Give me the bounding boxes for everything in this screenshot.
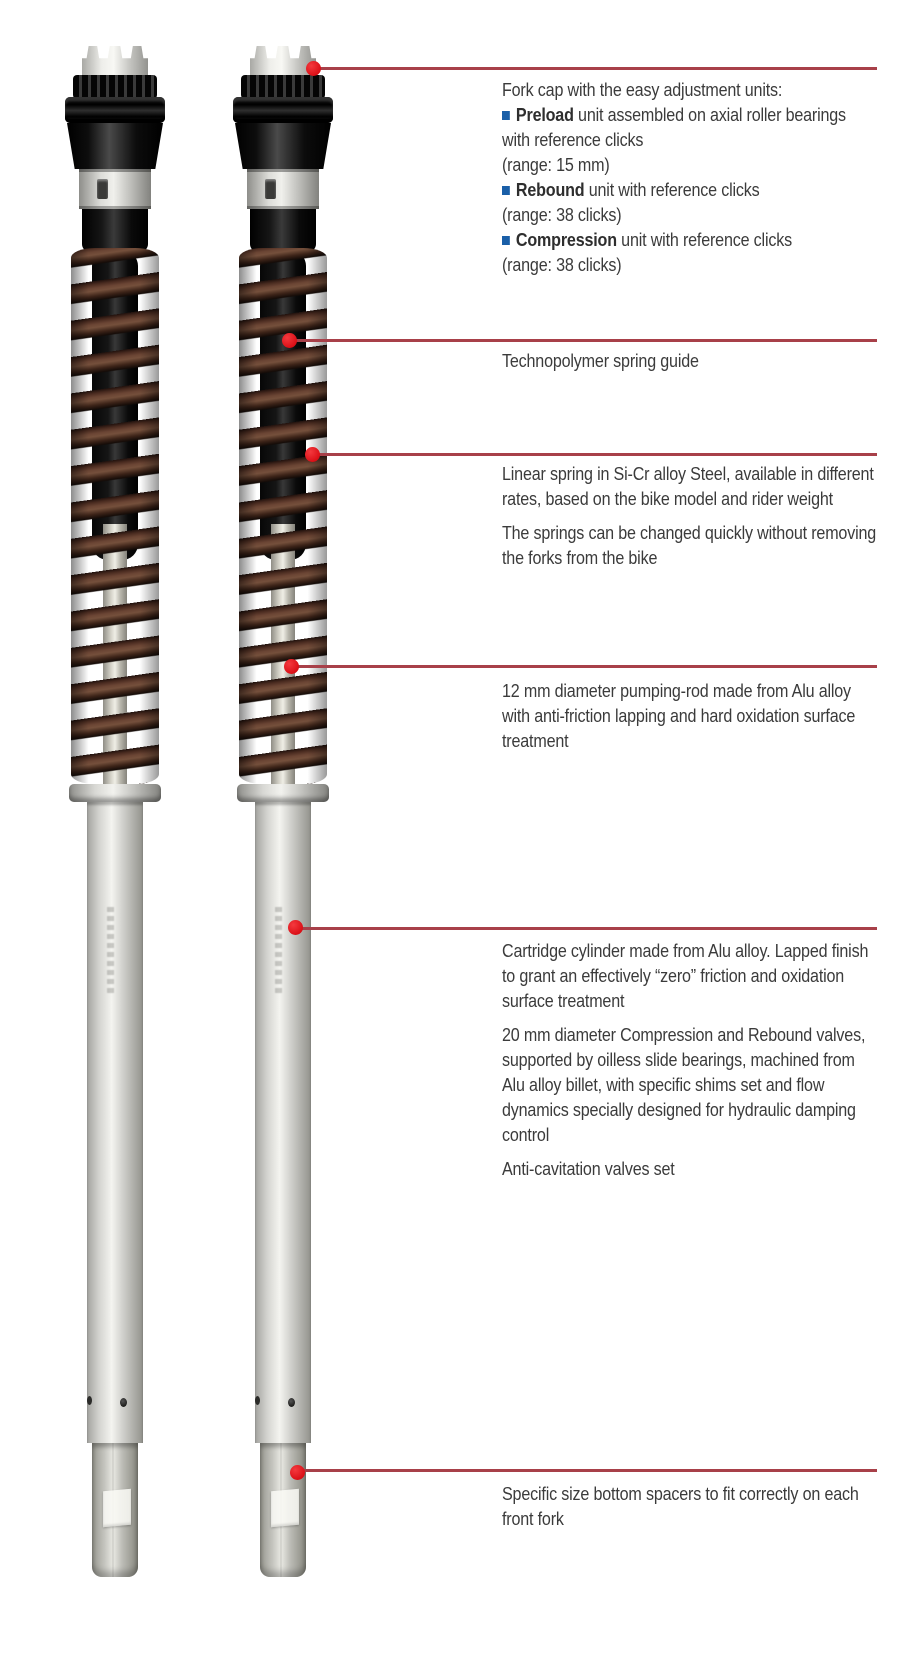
callout-paragraph: The springs can be changed quickly without removing the forks from the bike [502,522,877,568]
fork-cap-groove-ring [233,97,333,123]
bullet-square-icon [502,111,510,120]
callout-cartridge [502,938,878,1190]
fork-cartridge-right [230,42,336,1582]
callout-dot-linear-spring [305,447,320,462]
bullet-range: (range: 38 clicks) [502,204,622,225]
coil-shading [71,248,159,784]
spring-assembly [239,248,327,784]
callout-line-linear-spring [313,453,877,456]
spacer-notch [271,1489,299,1527]
laser-etch-mark [107,907,114,995]
cartridge-cylinder [255,802,311,1443]
preload-ribbed-ring [73,75,157,99]
coil-shading [239,248,327,784]
callout-line-spring-guide [290,339,877,342]
bullet-bold: Preload [515,104,574,125]
callout-dot-pumping-rod [284,659,299,674]
fork-cap-barrel [235,123,331,169]
fork-cap-neck [250,209,316,252]
callout-dot-cartridge [288,920,303,935]
fork-cap-collar [79,169,151,209]
callout-paragraph: Anti-cavitation valves set [502,1158,675,1179]
callout-paragraph: Specific size bottom spacers to fit correctly on each front fork [502,1483,859,1529]
bullet-range: (range: 38 clicks) [502,254,622,275]
spring-seat [69,784,161,802]
bleed-hole [255,1396,260,1405]
fork-cap-barrel [67,123,163,169]
callout-dot-bottom-spacer [290,1465,305,1480]
bullet-item [502,177,878,202]
bottom-spacer [260,1443,306,1577]
callout-line-fork-cap [314,67,877,70]
fork-cartridge-left [62,42,168,1582]
fork-cap-neck [82,209,148,252]
bullet-item [502,102,878,152]
callout-paragraph: 12 mm diameter pumping-rod made from Alu alloy with anti-friction lapping and hard oxidation surface treatment [502,680,856,751]
callout-heading: Fork cap with the easy adjustment units: [502,79,783,100]
callout-bottom-spacer [502,1481,878,1540]
laser-etch-mark [275,907,282,995]
collar-slot [97,179,108,199]
callout-dot-fork-cap [306,61,321,76]
bottom-spacer [92,1443,138,1577]
callout-paragraph: 20 mm diameter Compression and Rebound valves, supported by oilless slide bearings, machined from Alu alloy billet, with specific shims set and flow dynamics specially designed for hydraulic damping control [502,1024,866,1145]
callout-line-pumping-rod [292,665,877,668]
fork-cap-collar [247,169,319,209]
spring-seat [237,784,329,802]
callout-line-bottom-spacer [298,1469,877,1472]
fork-cap-groove-ring [65,97,165,123]
spring-assembly [71,248,159,784]
bullet-bold: Compression [515,229,617,250]
callout-dot-spring-guide [282,333,297,348]
bullet-text: unit with reference clicks [584,179,760,200]
callout-spring-guide [502,348,878,382]
bullet-text: unit with reference clicks [616,229,792,250]
bullet-bold: Rebound [515,179,585,200]
callout-paragraph: Cartridge cylinder made from Alu alloy. Lapped finish to grant an effectively “zero” friction and oxidation surface treatment [502,940,869,1011]
bleed-hole [288,1398,295,1407]
spacer-notch [103,1489,131,1527]
bullet-text: unit assembled on axial roller bearings with reference clicks [502,104,846,150]
bullet-square-icon [502,236,510,245]
bullet-range: (range: 15 mm) [502,154,610,175]
callout-paragraph: Technopolymer spring guide [502,350,699,371]
callout-paragraph: Linear spring in Si-Cr alloy Steel, available in different rates, based on the bike model and rider weight [502,463,874,509]
callout-line-cartridge [296,927,877,930]
bleed-hole [120,1398,127,1407]
preload-ribbed-ring [241,75,325,99]
bleed-hole [87,1396,92,1405]
callout-linear-spring [502,461,878,579]
collar-slot [265,179,276,199]
bullet-item [502,227,878,252]
cartridge-cylinder [87,802,143,1443]
callout-pumping-rod [502,678,878,762]
callout-fork-cap [502,77,878,277]
bullet-square-icon [502,186,510,195]
